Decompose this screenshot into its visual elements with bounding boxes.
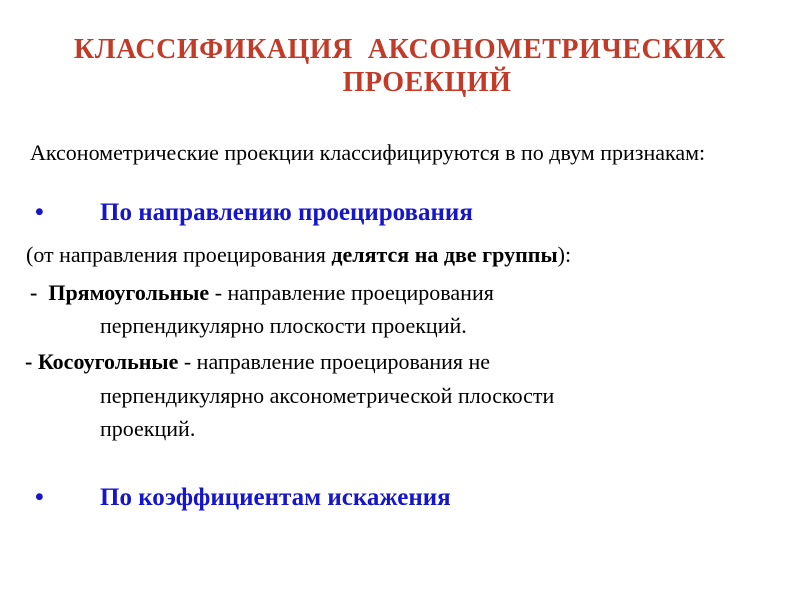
bullet-item-coefficients: По коэффициентам искажения xyxy=(100,484,451,511)
slide-title-line-1: КЛАССИФИКАЦИЯ АКСОНОМЕТРИЧЕСКИХ xyxy=(73,34,727,65)
group-line-bold: делятся на две группы xyxy=(331,242,558,267)
group-line-suffix: ): xyxy=(557,242,572,267)
intro-text: Аксонометрические проекции классифицируются в по двум признакам: xyxy=(30,140,706,165)
group-line-prefix: (от направления проецирования xyxy=(26,242,332,267)
item-oblique-wrap-2: проекций. xyxy=(100,416,196,441)
item-rectangular-line xyxy=(30,280,494,305)
item-oblique-term: - Косоугольные xyxy=(25,349,179,374)
item-rectangular-rest: - направление проецирования xyxy=(209,280,494,305)
item-rectangular-wrap-1: перпендикулярно плоскости проекций. xyxy=(100,313,467,338)
slide-title-line-2: ПРОЕКЦИЙ xyxy=(342,67,512,98)
bullet-dot-icon: • xyxy=(35,484,44,511)
bullet-dot-icon: • xyxy=(35,199,44,226)
group-line xyxy=(26,242,571,267)
item-oblique-wrap-1: перпендикулярно аксонометрической плоскости xyxy=(100,383,555,408)
item-oblique-line xyxy=(25,349,490,374)
item-rectangular-term: - Прямоугольные xyxy=(30,280,210,305)
item-oblique-rest: - направление проецирования не xyxy=(178,349,491,374)
bullet-item-direction: По направлению проецирования xyxy=(100,199,473,226)
